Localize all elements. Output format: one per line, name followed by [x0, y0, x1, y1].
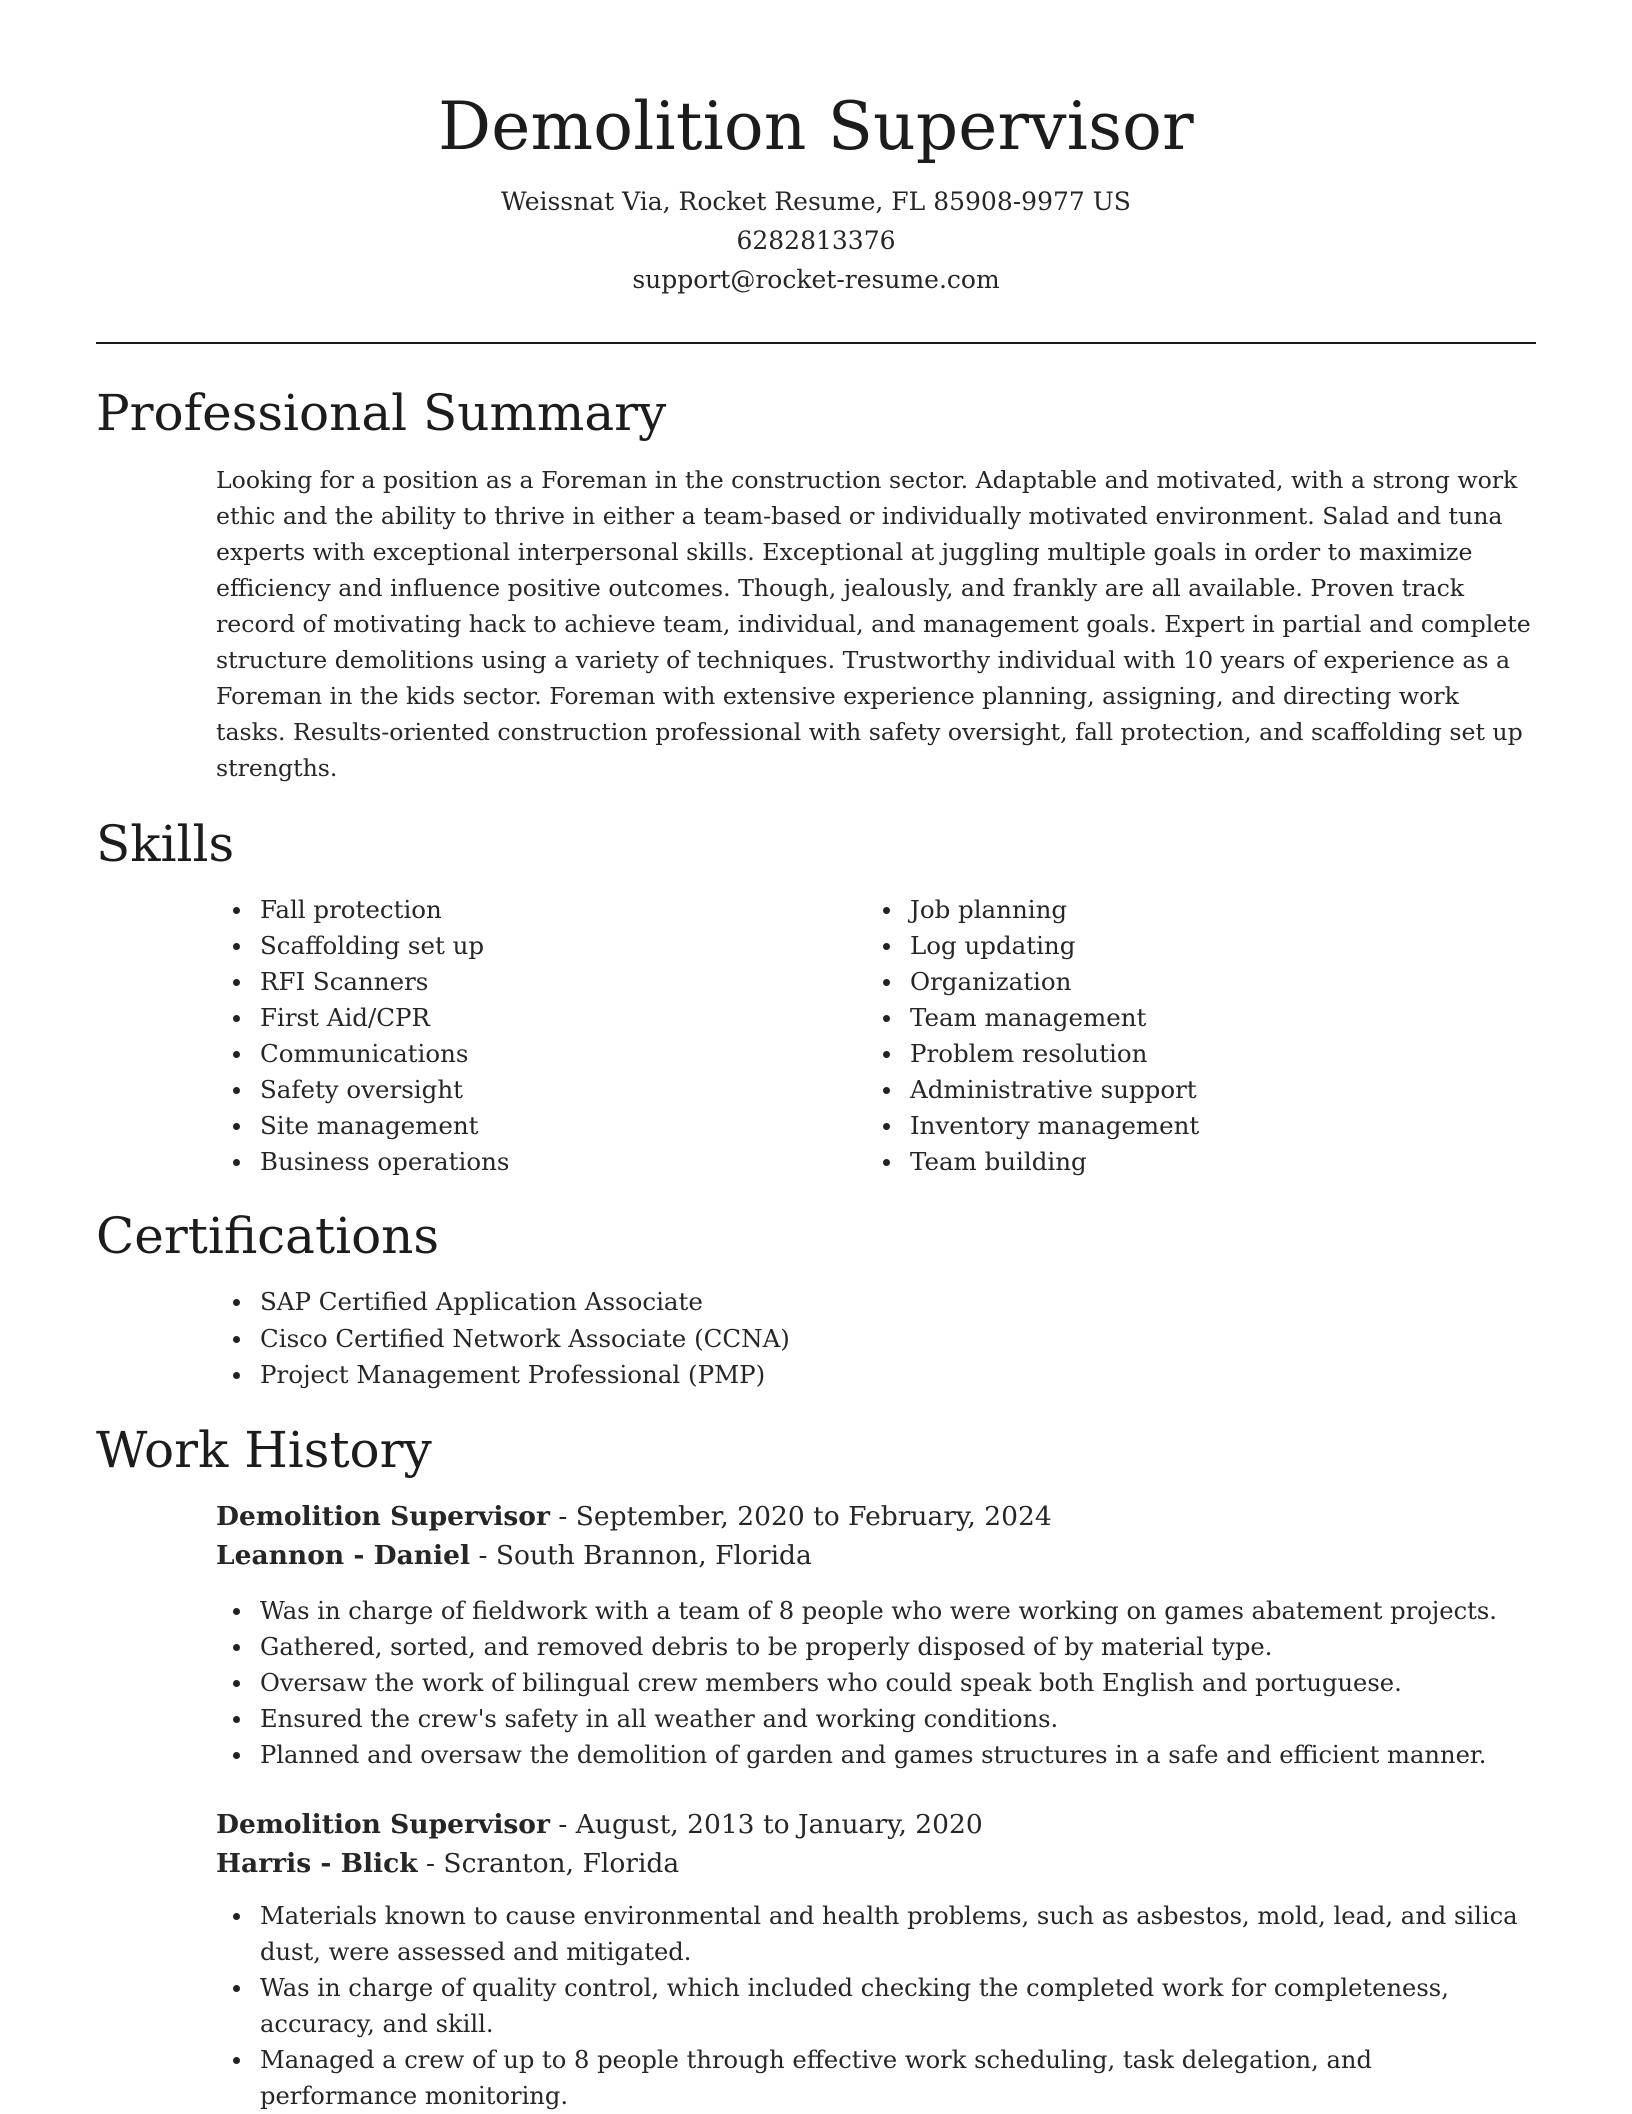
job-bullet: Managed a crew of up to 8 people through effective work scheduling, task delegation, and performance monitoring.: [260, 2042, 1536, 2114]
certification-item: Cisco Certified Network Associate (CCNA): [260, 1321, 1460, 1358]
job-2-location: Scranton, Florida: [443, 1848, 680, 1879]
certifications-list: [260, 1284, 1460, 1394]
job-bullet: Was in charge of quality control, which included checking the completed work for completeness, accuracy, and skill.: [260, 1970, 1536, 2042]
skills-list-left: [260, 892, 860, 1180]
skill-item: Fall protection: [260, 892, 860, 928]
job-bullet: Gathered, sorted, and removed debris to be properly disposed of by material type.: [260, 1629, 1536, 1665]
skill-item: Organization: [910, 964, 1510, 1000]
skill-item: RFI Scanners: [260, 964, 860, 1000]
job-2-bullets: [260, 1898, 1536, 2114]
job-2-employer-a: Harris: [216, 1848, 312, 1879]
resume-header: [96, 82, 1536, 299]
job-2-employer-line: Harris - Blick - Scranton, Florida: [216, 1848, 680, 1879]
job-1-bullets: [260, 1593, 1536, 1773]
section-title-certifications: Certifications: [96, 1207, 440, 1265]
contact-address: Weissnat Via, Rocket Resume, FL 85908-9977 US: [501, 187, 1131, 216]
job-bullet: Was in charge of fieldwork with a team of 8 people who were working on games abatement projects.: [260, 1593, 1536, 1629]
skill-item: Site management: [260, 1108, 860, 1144]
job-bullet: Planned and oversaw the demolition of garden and games structures in a safe and efficient manner.: [260, 1737, 1536, 1773]
contact-phone: 6282813376: [736, 226, 896, 255]
skill-item: Team building: [910, 1144, 1510, 1180]
skill-item: Team management: [910, 1000, 1510, 1036]
summary-text: Looking for a position as a Foreman in the construction sector. Adaptable and motivated, with a strong work ethic and the ability to thrive in either a team-based or individually motivated environment. Salad and tuna experts with exceptional interpersonal skills. Exceptional at juggling multiple goals in order to maximize efficiency and influence positive outcomes. Though, jealously, and frankly are all available. Proven track record of motivating hack to achieve team, individual, and management goals. Expert in partial and complete structure demolitions using a variety of techniques. Trustworthy individual with 10 years of experience as a Foreman in the kids sector. Foreman with extensive experience planning, assigning, and directing work tasks. Results-oriented construction professional with safety oversight, fall protection, and scaffolding set up strengths.: [216, 466, 1531, 782]
job-2-title-line: Demolition Supervisor - August, 2013 to January, 2020: [216, 1809, 983, 1840]
section-title-skills: Skills: [96, 815, 235, 873]
job-bullet: Oversaw the work of bilingual crew members who could speak both English and portuguese.: [260, 1665, 1536, 1701]
job-1-employer-line: Leannon - Daniel - South Brannon, Florida: [216, 1540, 812, 1571]
contact-block: [96, 182, 1536, 299]
candidate-title: Demolition Supervisor: [438, 88, 1194, 165]
skill-item: Scaffolding set up: [260, 928, 860, 964]
job-2-dates: August, 2013 to January, 2020: [575, 1809, 983, 1840]
job-bullet: Materials known to cause environmental and health problems, such as asbestos, mold, lead, and silica dust, were assessed and mitigated.: [260, 1898, 1536, 1970]
job-1-location: South Brannon, Florida: [495, 1540, 812, 1571]
skill-item: Log updating: [910, 928, 1510, 964]
certification-item: Project Management Professional (PMP): [260, 1357, 1460, 1394]
job-1-employer-a: Leannon: [216, 1540, 345, 1571]
skill-item: Problem resolution: [910, 1036, 1510, 1072]
job-1-dates: September, 2020 to February, 2024: [575, 1501, 1052, 1532]
certification-item: SAP Certified Application Associate: [260, 1284, 1460, 1321]
job-2-role: Demolition Supervisor: [216, 1809, 550, 1840]
skills-list-right: [910, 892, 1510, 1180]
skill-item: Inventory management: [910, 1108, 1510, 1144]
job-2-employer-b: Blick: [340, 1848, 418, 1879]
skill-item: Administrative support: [910, 1072, 1510, 1108]
contact-email: support@rocket-resume.com: [632, 265, 1000, 294]
skill-item: Job planning: [910, 892, 1510, 928]
skill-item: Business operations: [260, 1144, 860, 1180]
job-1-title-line: Demolition Supervisor - September, 2020 to February, 2024: [216, 1501, 1052, 1532]
header-divider: [96, 342, 1536, 344]
skill-item: Communications: [260, 1036, 860, 1072]
job-1-employer-b: Daniel: [373, 1540, 471, 1571]
skill-item: Safety oversight: [260, 1072, 860, 1108]
job-1-role: Demolition Supervisor: [216, 1501, 550, 1532]
section-title-summary: Professional Summary: [96, 384, 667, 442]
job-bullet: Ensured the crew's safety in all weather and working conditions.: [260, 1701, 1536, 1737]
skill-item: First Aid/CPR: [260, 1000, 860, 1036]
section-title-work-history: Work History: [96, 1421, 432, 1479]
